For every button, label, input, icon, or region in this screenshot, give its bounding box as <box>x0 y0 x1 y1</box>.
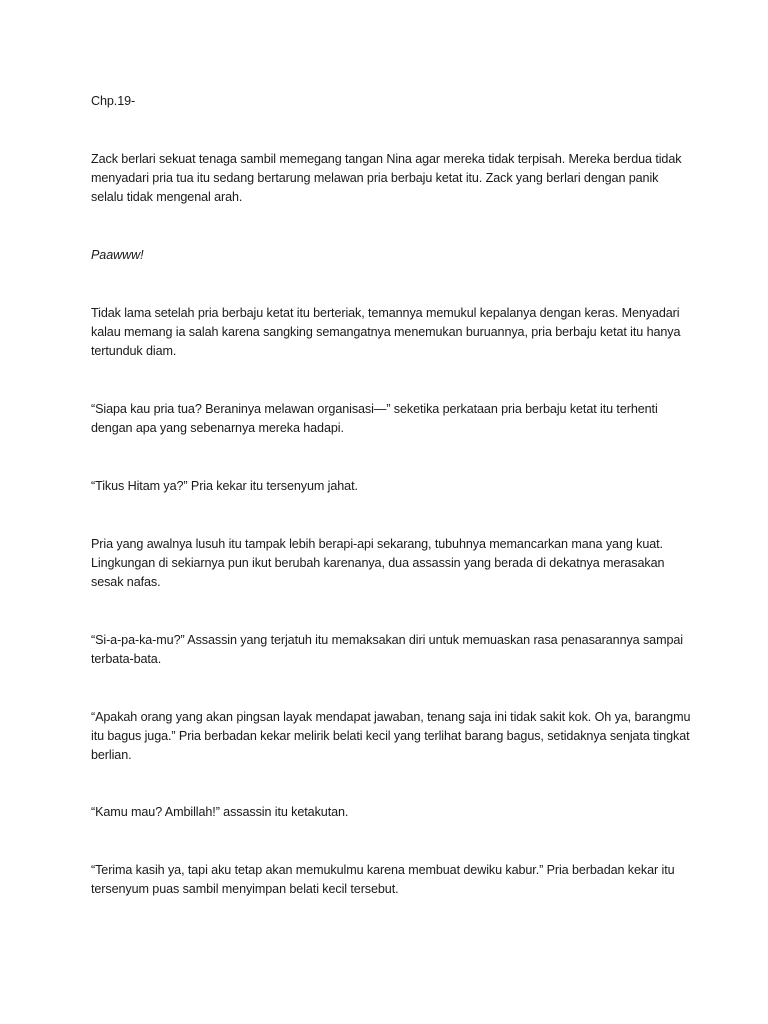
paragraph: “Tikus Hitam ya?” Pria kekar itu tersenyum jahat. <box>91 479 358 493</box>
paragraph-sound-effect: Paawww! <box>91 248 144 262</box>
paragraph: “Kamu mau? Ambillah!” assassin itu ketakutan. <box>91 805 349 819</box>
paragraph: “Siapa kau pria tua? Beraninya melawan organisasi—” seketika perkataan pria berbaju ketat itu terhenti dengan apa yang sebenarnya mereka hadapi. <box>91 402 658 435</box>
paragraph: “Si-a-pa-ka-mu?” Assassin yang terjatuh itu memaksakan diri untuk memuaskan rasa penasarannya sampai terbata-bata. <box>91 633 683 666</box>
paragraph: Zack berlari sekuat tenaga sambil memegang tangan Nina agar mereka tidak terpisah. Mereka berdua tidak menyadari pria tua itu sedang bertarung melawan pria berbaju ketat itu. Zack yang berlari dengan panik selalu tidak mengenal arah. <box>91 152 682 204</box>
paragraph: “Terima kasih ya, tapi aku tetap akan memukulmu karena membuat dewiku kabur.” Pria berbadan kekar itu tersenyum puas sambil menyimpan belati kecil tersebut. <box>91 863 675 896</box>
chapter-heading: Chp.19- <box>91 94 136 108</box>
paragraph: Pria yang awalnya lusuh itu tampak lebih berapi-api sekarang, tubuhnya memancarkan mana yang kuat. Lingkungan di sekiarnya pun ikut berubah karenanya, dua assassin yang berada di dekatnya merasakan sesak nafas. <box>91 537 665 589</box>
paragraph: Tidak lama setelah pria berbaju ketat itu berteriak, temannya memukul kepalanya dengan keras. Menyadari kalau memang ia salah karena sangking semangatnya menemukan buruannya, pria berbaju ketat itu hanya tertunduk diam. <box>91 306 681 358</box>
paragraph: “Apakah orang yang akan pingsan layak mendapat jawaban, tenang saja ini tidak sakit kok. Oh ya, barangmu itu bagus juga.” Pria berbadan kekar melirik belati kecil yang terlihat barang bagus, setidaknya senjata tingkat berlian. <box>91 710 691 762</box>
